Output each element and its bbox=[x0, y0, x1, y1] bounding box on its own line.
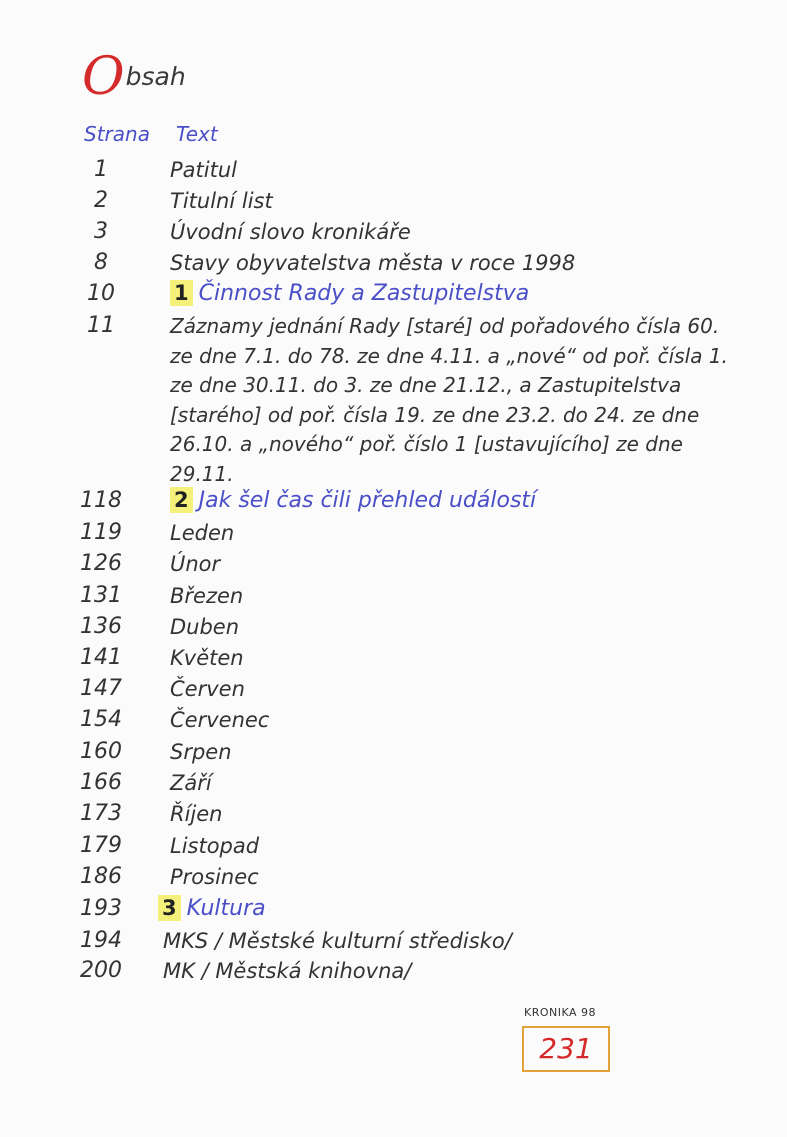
toc-page-number: 141 bbox=[80, 645, 122, 670]
toc-row bbox=[0, 581, 787, 611]
toc-entry-text: Titulní list bbox=[170, 189, 273, 213]
title-rest: bsah bbox=[125, 62, 186, 91]
toc-page-number: 11 bbox=[87, 313, 115, 338]
toc-page-number: 118 bbox=[80, 488, 122, 513]
toc-section-row bbox=[0, 894, 787, 924]
toc-entry-text: Únor bbox=[170, 552, 221, 576]
section-number-badge: 1 bbox=[170, 280, 193, 306]
toc-page-number: 10 bbox=[87, 281, 115, 306]
toc-entry-text: Březen bbox=[170, 584, 244, 608]
toc-entry-text: Srpen bbox=[170, 740, 232, 764]
toc-page-number: 1 bbox=[94, 157, 108, 182]
chronicle-label: KRONIKA 98 bbox=[524, 1006, 597, 1019]
toc-entry-text: Červenec bbox=[170, 708, 270, 732]
column-header-text: Text bbox=[176, 122, 218, 146]
toc-row bbox=[0, 926, 787, 956]
toc-entry-text: Stavy obyvatelstva města v roce 1998 bbox=[170, 251, 576, 275]
toc-entry-text: Září bbox=[170, 771, 212, 795]
section-title: Jak šel čas čili přehled událostí bbox=[198, 488, 537, 513]
toc-row bbox=[0, 799, 787, 829]
section-title: Činnost Rady a Zastupitelstva bbox=[198, 281, 530, 306]
section-number-badge: 3 bbox=[158, 895, 181, 921]
toc-row bbox=[0, 956, 787, 986]
toc-page-number: 147 bbox=[80, 676, 122, 701]
toc-row bbox=[0, 768, 787, 798]
toc-page-number: 160 bbox=[80, 739, 122, 764]
toc-row bbox=[0, 186, 787, 216]
toc-entry-text: MKS / Městské kulturní středisko/ bbox=[163, 929, 512, 953]
toc-section-row bbox=[0, 486, 787, 516]
toc-row bbox=[0, 674, 787, 704]
column-header-page: Strana bbox=[84, 122, 150, 146]
toc-entry-description: Záznamy jednání Rady [staré] od pořadového čísla 60. ze dne 7.1. do 78. ze dne 4.11. a „nové“ od poř. čísla 1. ze dne 30.11. do 3. ze dne 21.12., a Zastupitelstva [starého] od poř. čísla 19. ze dne 23.2. do 24. ze dne 26.10. a „nového“ poř. číslo 1 [ustavujícího] ze dne 29.11. bbox=[170, 314, 728, 486]
toc-entry-text: Úvodní slovo kronikáře bbox=[170, 220, 411, 244]
toc-section-row bbox=[0, 279, 787, 309]
toc-page-number: 200 bbox=[80, 958, 122, 983]
toc-row bbox=[0, 705, 787, 735]
toc-page-number: 193 bbox=[80, 896, 122, 921]
toc-page-number: 126 bbox=[80, 551, 122, 576]
toc-row bbox=[0, 862, 787, 892]
toc-page-number: 154 bbox=[80, 707, 122, 732]
toc-page-number: 119 bbox=[80, 520, 122, 545]
toc-page-number: 8 bbox=[94, 250, 108, 275]
toc-row bbox=[0, 549, 787, 579]
section-title: Kultura bbox=[186, 896, 266, 921]
page-number-box: 231 bbox=[522, 1026, 610, 1072]
toc-entry-text: Listopad bbox=[170, 834, 260, 858]
toc-page-number: 131 bbox=[80, 583, 122, 608]
page-title bbox=[82, 47, 186, 107]
toc-page-number: 194 bbox=[80, 928, 122, 953]
toc-row bbox=[0, 518, 787, 548]
toc-page-number: 186 bbox=[80, 864, 122, 889]
toc-page-number: 173 bbox=[80, 801, 122, 826]
toc-entry-text: Prosinec bbox=[170, 865, 259, 889]
toc-row bbox=[0, 612, 787, 642]
toc-entry-text: Červen bbox=[170, 677, 245, 701]
toc-row bbox=[0, 643, 787, 673]
toc-row bbox=[0, 737, 787, 767]
toc-entry-text: Říjen bbox=[170, 802, 223, 826]
toc-row bbox=[0, 217, 787, 247]
toc-entry-text: Duben bbox=[170, 615, 240, 639]
toc-entry-text: Patitul bbox=[170, 158, 237, 182]
toc-page-number: 166 bbox=[80, 770, 122, 795]
toc-entry-text: Květen bbox=[170, 646, 244, 670]
section-number-badge: 2 bbox=[170, 487, 193, 513]
title-initial: O bbox=[82, 47, 125, 107]
toc-page-number: 2 bbox=[94, 188, 108, 213]
toc-row bbox=[0, 831, 787, 861]
toc-entry-text: MK / Městská knihovna/ bbox=[163, 959, 412, 983]
toc-page-number: 136 bbox=[80, 614, 122, 639]
toc-page-number: 179 bbox=[80, 833, 122, 858]
toc-page-number: 3 bbox=[94, 219, 108, 244]
toc-row bbox=[0, 155, 787, 185]
toc-row bbox=[0, 248, 787, 278]
toc-entry-text: Leden bbox=[170, 521, 235, 545]
